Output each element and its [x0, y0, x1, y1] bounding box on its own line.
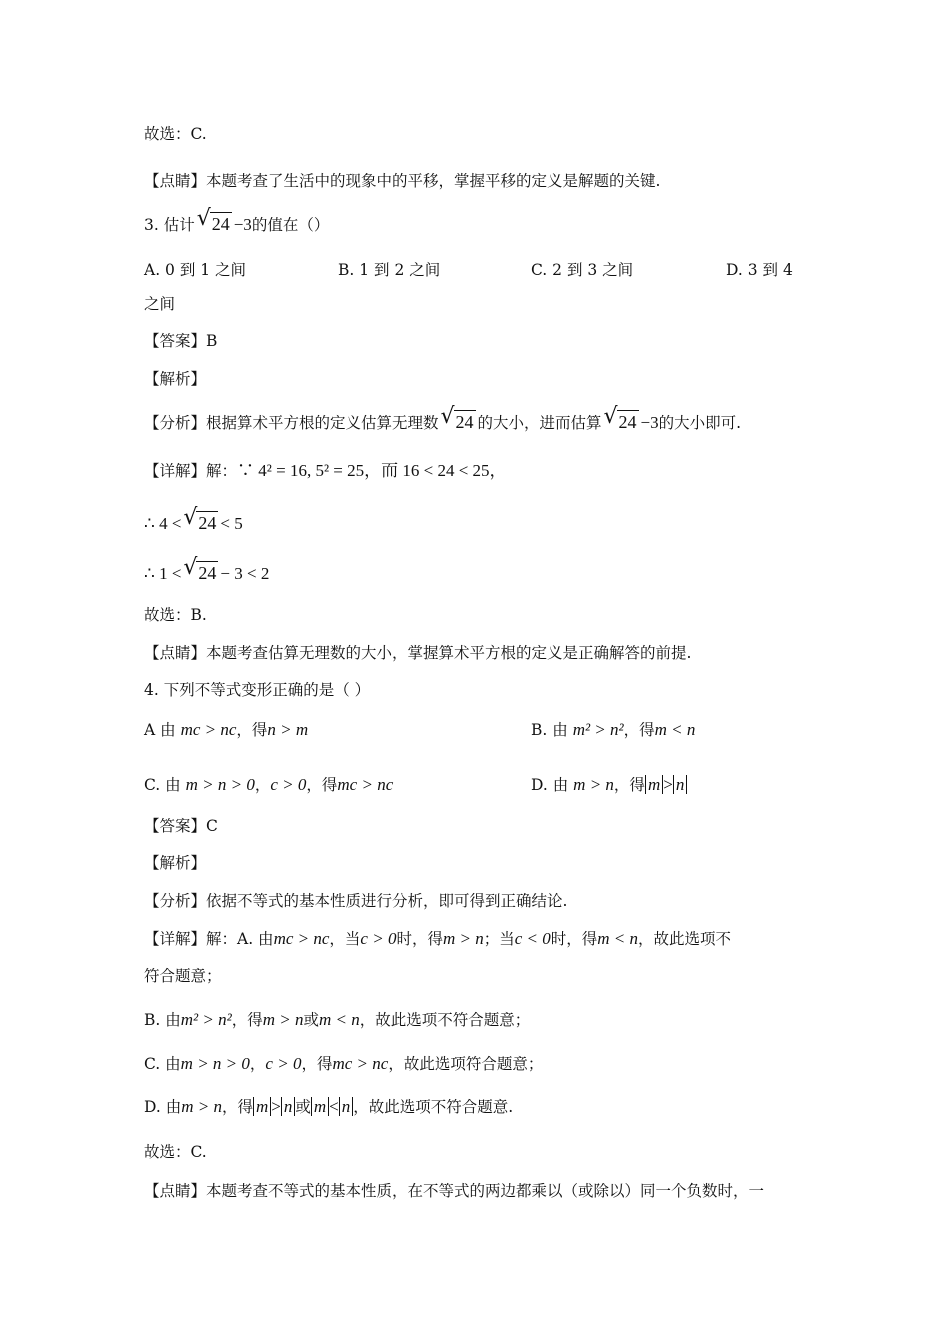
therefore-line-1: ∴ 4 < √ 24 < 5	[144, 505, 243, 533]
answer-label: 【答案】B	[144, 332, 218, 350]
q4-analysis-label: 【解析】	[144, 854, 207, 872]
q4-detail-a-cont: 符合题意；	[144, 967, 222, 985]
q4-comment: 【点睛】本题考查不等式的基本性质，在不等式的两边都乘以（或除以）同一个负数时，一	[144, 1182, 765, 1200]
text-line: 【点睛】本题考查了生活中的现象中的平移，掌握平移的定义是解题的关键.	[144, 172, 661, 190]
detail-text: 【详解】解：∵ 4² = 16, 5² = 25，而 16 < 24 < 25，	[144, 461, 507, 480]
option-d-cont: 之间	[144, 295, 176, 313]
q4-option-b: B. 由 m² > n²，得m < n	[531, 720, 696, 739]
q4-option-d: D. 由 m > n，得 m > n	[531, 773, 687, 795]
question-3-title	[144, 206, 330, 235]
select-line: 故选：B.	[144, 606, 207, 624]
q3-prefix: 3. 估计	[144, 216, 195, 234]
option-b: B. 1 到 2 之间	[338, 261, 441, 279]
minus-three: −3	[233, 215, 252, 234]
q4-detail-c: C. 由m > n > 0，c > 0，得mc > nc，故此选项符合题意；	[144, 1054, 544, 1073]
comment-line: 【点睛】本题考查估算无理数的大小，掌握算术平方根的定义是正确解答的前提.	[144, 644, 692, 662]
q4-option-a: A 由 mc > nc，得n > m	[144, 720, 309, 739]
option-d: D. 3 到 4	[726, 261, 793, 279]
option-a: A. 0 到 1 之间	[144, 261, 247, 279]
q3-suffix: 的值在（）	[251, 216, 330, 234]
question-4-title: 4. 下列不等式变形正确的是（ ）	[144, 681, 371, 699]
q4-select: 故选：C.	[144, 1143, 207, 1161]
analysis-label: 【解析】	[144, 370, 207, 388]
q4-answer: 【答案】C	[144, 817, 218, 835]
analysis-text: 【分析】根据算术平方根的定义估算无理数 √ 24 的大小，进而估算 √ 24 −3的大小即可.	[144, 404, 742, 432]
q4-detail-b: B. 由m² > n²，得m > n或m < n，故此选项不符合题意；	[144, 1010, 531, 1029]
q4-detail-a: 【详解】解：A. 由mc > nc，当c > 0时，得m > n；当c < 0时，得m < n，故此选项不	[144, 929, 732, 948]
option-c: C. 2 到 3 之间	[531, 261, 634, 279]
text-line: 故选：C.	[144, 125, 207, 143]
therefore-line-2: ∴ 1 < √ 24 − 3 < 2	[144, 555, 270, 583]
q4-option-c: C. 由 m > n > 0，c > 0，得mc > nc	[144, 775, 394, 794]
q4-detail-d: D. 由m > n，得 m > n 或 m < n ，故此选项不符合题意.	[144, 1097, 514, 1116]
q4-analysis: 【分析】依据不等式的基本性质进行分析，即可得到正确结论.	[144, 892, 568, 910]
sqrt-expression: √ 24	[196, 206, 230, 234]
